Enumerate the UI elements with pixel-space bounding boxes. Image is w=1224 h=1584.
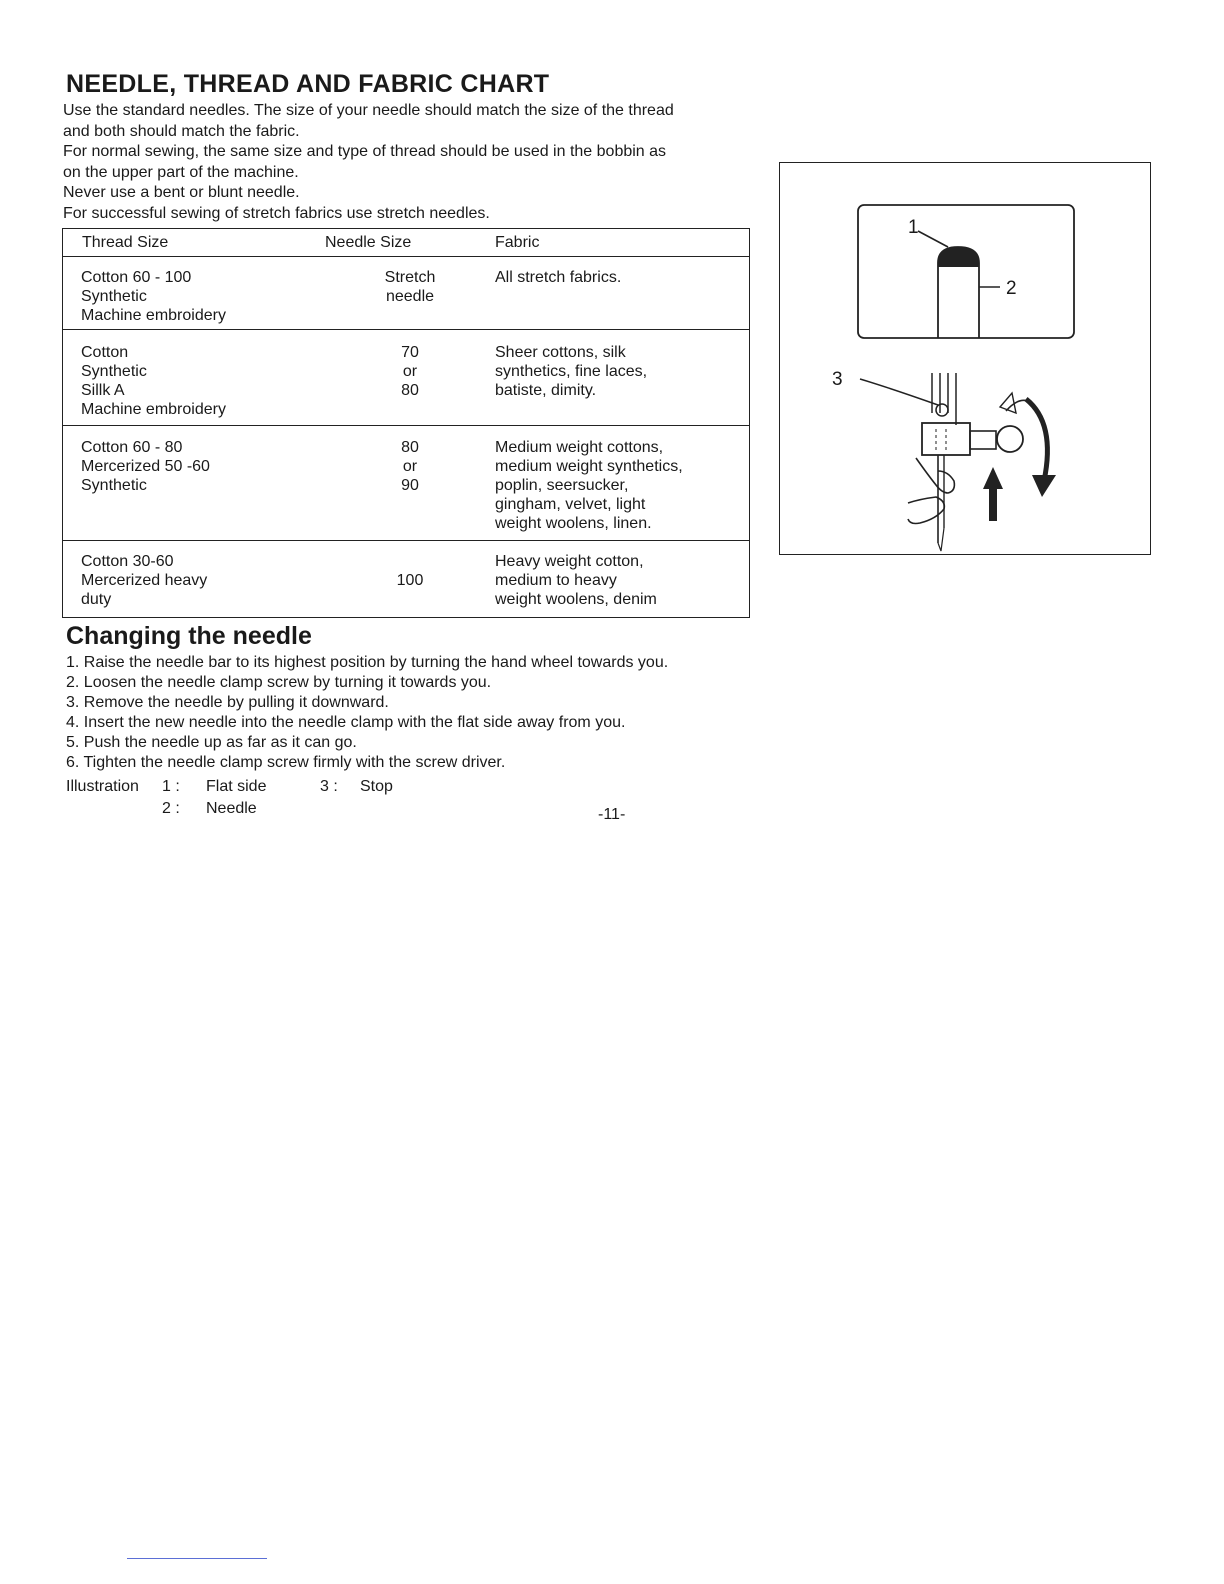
up-arrow-icon [983,467,1003,489]
turn-arrow-head-large [1032,475,1056,497]
legend-row [66,798,393,820]
needle-illustration [779,162,1151,555]
step-item: 4. Insert the new needle into the needle clamp with the flat side away from you. [66,714,626,731]
header-fabric: Fabric [495,233,540,251]
cell-text: gingham, velvet, light [495,496,646,513]
cell-text: or [402,458,418,475]
table-header [63,229,749,257]
cell-text: 100 [396,572,424,589]
legend-number: 3 : [320,778,338,795]
step-item: 2. Loosen the needle clamp screw by turning it towards you. [66,674,492,691]
intro-line: For normal sewing, the same size and type of thread should be used in the bobbin as [63,143,667,160]
cell-text: Mercerized heavy [81,572,208,589]
cell-text: 80 [401,382,419,399]
needle-thread-fabric-table [62,228,750,618]
fabric-cell [495,268,745,329]
cell-text: Mercerized 50 -60 [81,458,210,475]
cell-text: All stretch fabrics. [495,269,622,286]
cell-text: or [402,363,418,380]
intro-line: For successful sewing of stretch fabrics use stretch needles. [63,204,490,222]
thread-cell [63,552,325,617]
legend-number: 1 : [162,778,180,795]
step-item: 6. Tighten the needle clamp screw firmly with the screw driver. [66,754,506,771]
scan-artifact-line [127,1558,267,1559]
step-item: 1. Raise the needle bar to its highest position by turning the hand wheel towards you. [66,654,669,671]
cell-text: Machine embroidery [81,307,226,324]
table-row [63,330,749,426]
legend-number: 2 : [162,800,180,817]
header-thread-size: Thread Size [82,233,169,251]
needle-cell [325,552,495,617]
fabric-cell [495,552,745,617]
table-row [63,426,749,541]
cell-text: Synthetic [81,288,147,305]
callout-line-3 [860,379,938,405]
cell-text: medium to heavy [495,572,617,589]
cell-text: duty [81,591,112,608]
intro-line: and both should match the fabric. [63,122,300,140]
cell-text: 70 [401,344,419,361]
table-row [63,541,749,617]
cell-text: Sillk A [81,382,125,399]
cell-text: Heavy weight cotton, [495,553,644,570]
cell-text: Cotton 30-60 [81,553,174,570]
turn-arrow-head-small [1000,393,1016,413]
hand-fingers [908,458,954,524]
legend-row [66,776,393,798]
cell-text [325,552,495,571]
intro-line: Use the standard needles. The size of your needle should match the size of the thread [63,102,674,119]
cell-text: poplin, seersucker, [495,477,629,494]
cell-text: Machine embroidery [81,401,226,418]
thread-cell [63,343,325,425]
needle-clamp-assembly [922,373,1023,551]
cell-text: Cotton 60 - 100 [81,269,192,286]
cell-text: synthetics, fine laces, [495,363,648,380]
legend-text: Stop [360,778,393,795]
callout-line-1 [918,231,948,247]
needle-cell [325,438,495,540]
thread-cell [63,268,325,329]
cell-text: Synthetic [81,363,147,380]
fabric-cell [495,438,745,540]
step-item: 5. Push the needle up as far as it can go. [66,734,357,751]
page-number: -11- [598,806,626,823]
step-item: 3. Remove the needle by pulling it downward. [66,694,389,711]
cell-text: Synthetic [81,477,147,494]
cell-text: Cotton 60 - 80 [81,439,183,456]
needle-illustration-drawing [780,163,1152,556]
intro-line: Never use a bent or blunt needle. [63,184,300,201]
instruction-steps [66,653,786,773]
cell-text: batiste, dimity. [495,382,597,399]
cell-text: weight woolens, denim [495,591,657,608]
figure-label-1: 1 [908,217,919,238]
up-arrow-shaft [989,487,997,521]
thread-cell [63,438,325,540]
fabric-cell [495,343,745,425]
cell-text: Medium weight cottons, [495,439,664,456]
turn-arrow-large [1026,399,1047,481]
cell-text: medium weight synthetics, [495,458,683,475]
cell-text: needle [385,288,435,305]
legend-word: Illustration [66,778,139,795]
cell-text: Cotton [81,344,129,361]
intro-text [63,101,763,224]
legend-spacer [66,798,162,820]
needle-cell [325,343,495,425]
cell-text: Sheer cottons, silk [495,344,626,361]
legend-text: Needle [206,800,257,817]
illustration-legend [66,776,393,820]
figure-label-2: 2 [1006,278,1017,299]
needle-cell [325,268,495,329]
page-title: NEEDLE, THREAD AND FABRIC CHART [66,70,550,98]
cell-text: weight woolens, linen. [495,515,652,532]
table-row [63,257,749,330]
cell-text: Stretch [384,269,436,286]
legend-text: Flat side [206,778,267,795]
section-title: Changing the needle [66,622,312,650]
header-needle-size: Needle Size [325,233,412,251]
intro-line: on the upper part of the machine. [63,163,299,181]
cell-text: 90 [401,477,419,494]
figure-label-3: 3 [832,369,843,390]
cell-text: 80 [401,439,419,456]
inset-frame [858,205,1074,338]
